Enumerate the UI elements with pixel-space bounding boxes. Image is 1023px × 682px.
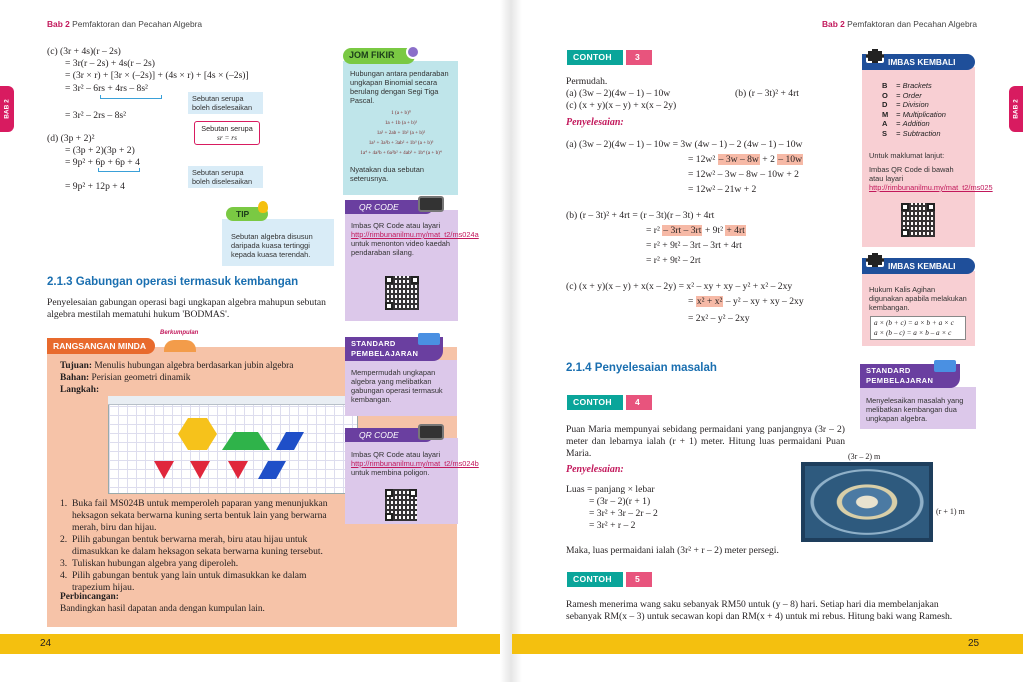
imbas-kembali-title-2: IMBAS KEMBALI xyxy=(862,258,975,274)
red-triangle xyxy=(154,461,174,479)
like-terms-bracket-2 xyxy=(98,168,140,172)
perbincangan-text: Bandingkan hasil dapatan anda dengan kumpulan lain. xyxy=(60,604,265,614)
carpet-length-label: (3r – 2) m xyxy=(848,452,881,461)
qr-corner xyxy=(409,489,417,497)
carpet-image xyxy=(801,462,933,542)
like-terms-note-1: Sebutan serupa boleh diselesaikan xyxy=(188,92,263,114)
left-running-header: Bab 2 Pemfaktoran dan Pecahan Algebra xyxy=(47,19,203,29)
example-d-line-2: = (3p + 2)(3p + 2) xyxy=(65,145,135,156)
qr-link-1[interactable]: http://rimbunanilmu.my/mat_t2/ms024a xyxy=(351,230,479,239)
sol-c-line-1: (c) (x + y)(x – y) + x(x – 2y) = x² – xy + xy – y² + x² – 2xy xyxy=(566,281,793,292)
right-page: Bab 2 Pemfaktoran dan Pecahan Algebra BAB 2 CONTOH 3 Permudah. (a) (3w – 2)(4w – 1) – 10w (b) (r – 3t)² + 4rt (c) (x + y)(x – y) + x(x – 2y) Penyelesaian: (a) (3w – 2)(4w – 1) – 10w = 3w (4w – 1) – 2 (4w – 1) – 10w = 12w² – 3w – 8w + 2 – 10w = 12w² – 3w – 8w – 10w + 2 = 12w² – 21w + 2 (b) (r – 3t)² + 4rt = (r – 3t)(r – 3t) + 4rt = r² – 3rt – 3rt + 9t² + 4rt = r² + 9t² – 3rt – 3rt + 4rt = r² + 9t² – 2rt (c) (x + y)(x – y) + x(x – 2y) = x² – xy + xy – y² + x² – 2xy = x² + x² – y² – xy + xy – 2xy = 2x² – y² – 2xy IMBAS KEMBALI B = Brackets O = Order D = Division M = Multiplication A = Addition S = Subtraction Untuk maklumat lanjut: Imbas QR Code di bawah atau layari http://rimbunanilmu.my/mat_t2/ms025 IMBAS KEMBALI Hukum Kalis Agihan digunakan apabila melakukan kembangan. a × (b + c) = a × b + a × c a × (b – c) = a × b – a × c 2.1.4 Penyelesaian masalah STANDARD PEMBELAJARAN Menyelesaikan masalah yang melibatkan kembangan dua ungkapan algebra. CONTOH 4 Puan Maria mempunyai sebidang permaidani yang panjangnya (3r – 2) meter dan lebarnya ialah (r + 1) meter. Hitung luas permaidani Puan Maria. Penyelesaian: Luas = panjang × lebar = (3r – 2)(r + 1) = 3r² + 3r – 2r – 2 = 3r² + r – 2 (3r – 2) m (r + 1) m Maka, luas permaidani ialah (3r² + r – 2) meter persegi. CONTOH 5 Ramesh menerima wang saku sebanyak RM50 untuk (y – 8) hari. Setiap hari dia membelanjakan sebanyak RM(x – 3) untuk secawan kopi dan RM(x + 4) untuk mi rebus. Hitung baki wang Ramesh. 25 xyxy=(512,0,1023,682)
contoh-3-a: (a) (3w – 2)(4w – 1) – 10w xyxy=(566,88,671,99)
contoh-4-sol-2: = (3r – 2)(r + 1) xyxy=(589,496,651,507)
qr-title-2: QR CODE xyxy=(345,428,433,442)
phone-icon-2 xyxy=(418,424,444,440)
section-text-2-1-3: Penyelesaian gabungan operasi bagi ungkapan algebra mahupun sebutan algebra mestilah mematuhi hukum 'BODMAS'. xyxy=(47,297,326,320)
qr-corner xyxy=(385,302,393,310)
carpet-width-label: (r + 1) m xyxy=(936,507,965,516)
like-terms-bracket-1 xyxy=(100,95,162,99)
qr-text-2: Imbas QR Code atau layari http://rimbunanilmu.my/mat_t2/ms024b untuk membina poligon. xyxy=(351,450,479,477)
rangsangan-bahan: Bahan: Perisian geometri dinamik xyxy=(60,373,191,383)
tip-title: TIP xyxy=(226,207,268,221)
contoh-5-text: Ramesh menerima wang saku sebanyak RM50 untuk (y – 8) hari. Setiap hari dia membelanjakan sebanyak RM(x – 3) untuk secawan kopi dan RM(x + 4) untuk mi rebus. Hitung baki wang Ramesh. xyxy=(566,599,953,622)
contoh-3-c: (c) (x + y)(x – y) + x(x – 2y) xyxy=(566,100,677,111)
bodmas-list xyxy=(882,81,946,139)
penyelesaian-label-4: Penyelesaian: xyxy=(566,464,624,475)
thinking-icon xyxy=(406,45,420,59)
like-terms-note-3: Sebutan serupa boleh diselesaikan xyxy=(188,166,263,188)
bodmas-row: A = Addition xyxy=(882,119,930,129)
page-number-left: 24 xyxy=(40,638,52,649)
qr-link-2[interactable]: http://rimbunanilmu.my/mat_t2/ms024b xyxy=(351,459,479,468)
group-badge: Berkumpulan xyxy=(160,330,199,336)
qr-corner xyxy=(411,276,419,284)
contoh-4-sol-3: = 3r² + 3r – 2r – 2 xyxy=(589,508,658,519)
contoh-4-sol-1: Luas = panjang × lebar xyxy=(566,484,655,495)
contoh-4-text: Puan Maria mempunyai sebidang permaidani yang panjangnya (3r – 2) meter dan lebarnya ialah (r + 1) meter. Hitung luas permaidani Puan Maria. xyxy=(566,424,845,459)
example-d-line-1: (d) (3p + 2)² xyxy=(47,133,95,144)
qr-corner xyxy=(385,276,393,284)
bodmas-row: M = Multiplication xyxy=(882,109,946,119)
contoh-4-sol-4: = 3r² + r – 2 xyxy=(589,520,636,531)
example-c-line-1: (c) (3r + 4s)(r – 2s) xyxy=(47,46,121,57)
sol-a-line-3: = 12w² – 3w – 8w – 10w + 2 xyxy=(688,169,799,180)
film-icon xyxy=(866,253,884,267)
book-icon-1 xyxy=(418,333,440,345)
right-footer-bar xyxy=(512,634,1023,654)
example-c-line-2: = 3r(r – 2s) + 4s(r – 2s) xyxy=(65,58,155,69)
chapter-tab-left: BAB 2 xyxy=(0,86,14,132)
step-item: 3. Tuliskan hubungan algebra yang diperoleh. xyxy=(60,558,239,569)
left-footer-bar xyxy=(0,634,511,654)
book-icon-2 xyxy=(934,360,956,372)
bodmas-row: O = Order xyxy=(882,90,922,100)
example-c-line-3: = (3r × r) + [3r × (–2s)] + (4s × r) + [4s × (–2s)] xyxy=(65,70,249,81)
blue-rhombus xyxy=(258,461,286,479)
example-c-line-4: = 3r² – 6rs + 4rs – 8s² xyxy=(65,83,148,94)
rangsangan-steps xyxy=(60,498,336,594)
like-terms-note-2: Sebutan serupa sr = rs xyxy=(194,121,260,145)
qr-corner xyxy=(901,229,909,237)
imbas-kembali-title-1: IMBAS KEMBALI xyxy=(862,54,975,70)
rangsangan-langkah-label: Langkah: xyxy=(60,385,100,395)
distributive-law-box: a × (b + c) = a × b + a × c a × (b – c) = a × b – a × c xyxy=(870,316,966,340)
tip-text: Sebutan algebra disusun daripada kuasa tertinggi kepada kuasa terendah. xyxy=(231,232,313,259)
qr-corner xyxy=(927,203,935,211)
green-trapezoid xyxy=(222,432,270,450)
qr-text-1: Imbas QR Code atau layari http://rimbunanilmu.my/mat_t2/ms024a untuk menonton video kaedah pendaraban silang. xyxy=(351,221,479,257)
standard-text-2: Menyelesaikan masalah yang melibatkan kembangan dua ungkapan algebra. xyxy=(866,396,964,423)
contoh-3-b: (b) (r – 3t)² + 4rt xyxy=(735,88,799,99)
section-heading-2-1-3: 2.1.3 Gabungan operasi termasuk kembangan xyxy=(47,276,299,288)
sol-a-line-1: (a) (3w – 2)(4w – 1) – 10w = 3w (4w – 1) – 2 (4w – 1) – 10w xyxy=(566,139,803,150)
yellow-hexagon xyxy=(178,418,217,450)
algebra-tiles-figure xyxy=(108,405,358,494)
standard-title-1: STANDARD PEMBELAJARAN xyxy=(345,337,443,361)
step-item: 2. Pilih gabungan bentuk berwarna merah, biru atau hijau untuk dimasukkan ke dalam heksagon sekata berwarna kuning tersebut. xyxy=(60,534,323,557)
rangsangan-minda-title: RANGSANGAN MINDA xyxy=(47,338,155,354)
imbas-text-2: Hukum Kalis Agihan digunakan apabila melakukan kembangan. xyxy=(869,285,967,312)
qr-corner xyxy=(385,489,393,497)
imbas-text-1: Imbas QR Code di bawah atau layari http://rimbunanilmu.my/mat_t2/ms025 xyxy=(869,165,993,192)
lightbulb-icon xyxy=(258,201,268,213)
standard-text-1: Mempermudah ungkapan algebra yang melibatkan gabungan operasi termasuk kembangan. xyxy=(351,368,443,404)
imbas-info: Untuk maklumat lanjut: xyxy=(869,151,945,160)
rangsangan-tujuan: Tujuan: Menulis hubungan algebra berdasarkan jubin algebra xyxy=(60,361,294,371)
example-c-line-5: = 3r² – 2rs – 8s² xyxy=(65,110,126,121)
contoh-3-prompt: Permudah. xyxy=(566,76,608,87)
bodmas-row: S = Subtraction xyxy=(882,128,941,138)
software-toolbar xyxy=(108,396,358,405)
left-page xyxy=(0,0,511,682)
sol-c-line-2: = x² + x² – y² – xy + xy – 2xy xyxy=(688,296,804,307)
sol-b-line-1: (b) (r – 3t)² + 4rt = (r – 3t)(r – 3t) + 4rt xyxy=(566,210,715,221)
example-d-line-3: = 9p² + 6p + 6p + 4 xyxy=(65,157,140,168)
group-people-icon xyxy=(164,340,196,352)
qr-corner xyxy=(385,513,393,521)
right-running-header: Bab 2 Pemfaktoran dan Pecahan Algebra xyxy=(822,19,978,29)
section-heading-2-1-4: 2.1.4 Penyelesaian masalah xyxy=(566,362,717,374)
qr-title-1: QR CODE xyxy=(345,200,433,214)
sol-b-line-3: = r² + 9t² – 3rt – 3rt + 4rt xyxy=(646,240,742,251)
jom-fikir-title: JOM FIKIR xyxy=(343,48,415,64)
sol-b-line-4: = r² + 9t² – 2rt xyxy=(646,255,701,266)
contoh-4-conclusion: Maka, luas permaidani ialah (3r² + r – 2) meter persegi. xyxy=(566,545,779,556)
qr-corner xyxy=(901,203,909,211)
sol-a-line-4: = 12w² – 21w + 2 xyxy=(688,184,757,195)
sol-a-line-2: = 12w² – 3w – 8w + 2 – 10w xyxy=(688,154,803,165)
page-number-right: 25 xyxy=(968,638,980,649)
bodmas-row: D = Division xyxy=(882,100,929,110)
blue-rhombus xyxy=(276,432,304,450)
example-d-line-4: = 9p² + 12p + 4 xyxy=(65,181,125,192)
step-item: 1. Buka fail MS024B untuk memperoleh paparan yang menunjukkan heksagon sekata berwarna kuning serta bentuk lain yang berwarna merah, biru dan hijau. xyxy=(60,498,328,533)
red-triangle xyxy=(190,461,210,479)
pascal-triangle: 1 (a + b)⁰ 1a + 1b (a + b)¹ 1a² + 2ab + 1b² (a + b)² 1a³ + 3a²b + 3ab² + 1b³ (a + b)³ 1a⁴ + 4a³b + 6a²b² + 4ab³ + 1b⁴ (a + b)⁴ xyxy=(360,110,442,156)
penyelesaian-label-3: Penyelesaian: xyxy=(566,117,624,128)
imbas-link-1[interactable]: http://rimbunanilmu.my/mat_t2/ms025 xyxy=(869,183,993,192)
phone-icon-1 xyxy=(418,196,444,212)
step-item: 4. Pilih gabungan bentuk yang lain untuk dimasukkan ke dalam trapezium hijau. xyxy=(60,570,307,593)
jom-fikir-text: Hubungan antara pendaraban ungkapan Binomial secara berulang dengan Segi Tiga Pascal. xyxy=(350,69,449,105)
perbincangan-label: Perbincangan: xyxy=(60,592,119,602)
red-triangle xyxy=(228,461,248,479)
film-icon xyxy=(866,49,884,63)
bodmas-row: B = Brackets xyxy=(882,81,932,90)
sol-b-line-2: = r² – 3rt – 3rt + 9t² + 4rt xyxy=(646,225,745,236)
sol-c-line-3: = 2x² – y² – 2xy xyxy=(688,313,750,324)
standard-title-2: STANDARD PEMBELAJARAN xyxy=(860,364,960,388)
chapter-tab-right: BAB 2 xyxy=(1009,86,1023,132)
jom-fikir-footer: Nyatakan dua sebutan seterusnya. xyxy=(350,165,424,183)
